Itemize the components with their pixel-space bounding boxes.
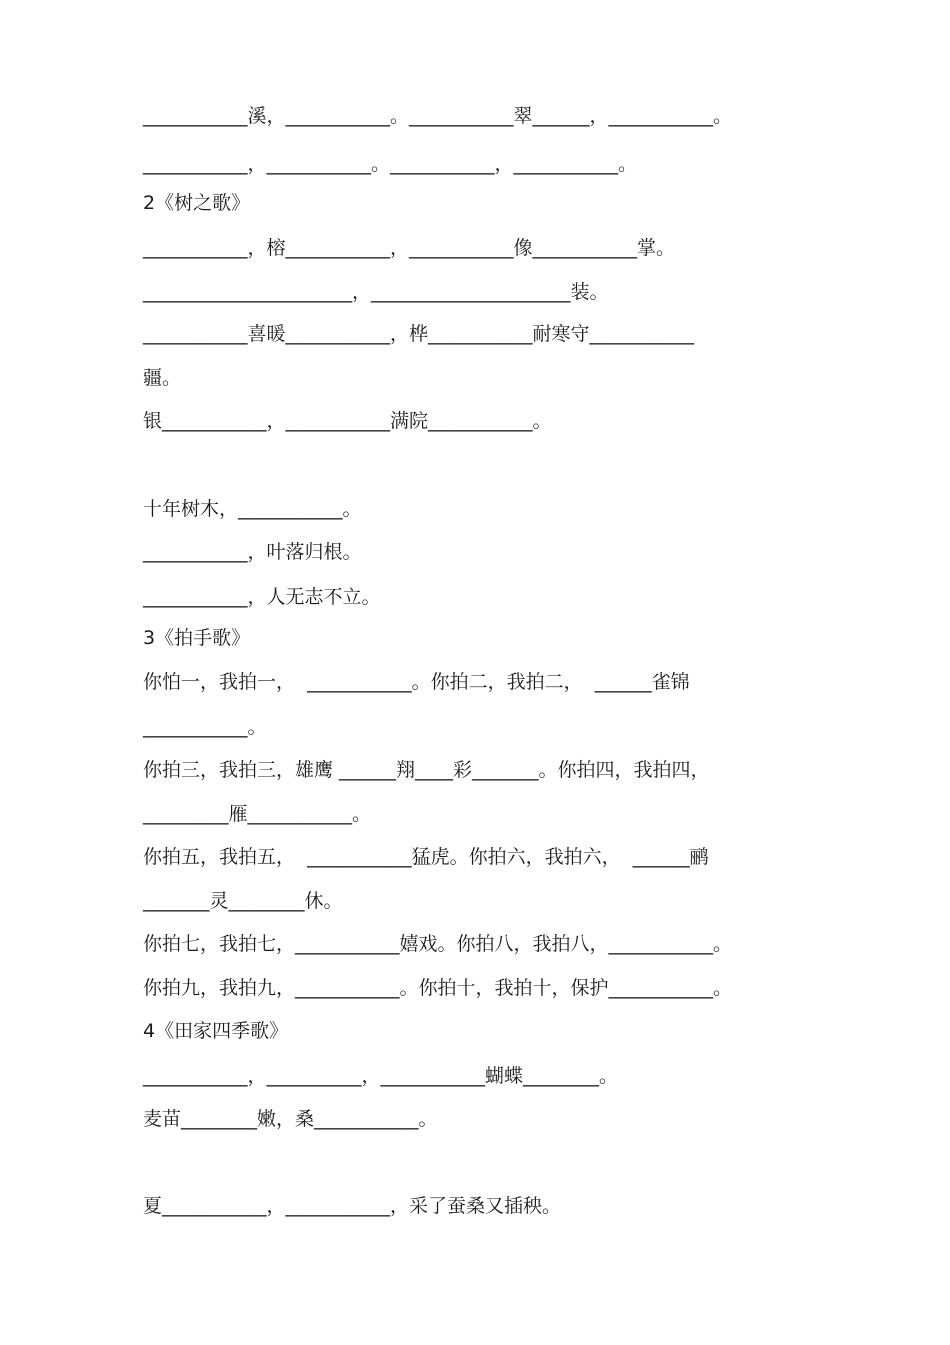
- fill-blank-line: 你拍九，我拍九，___________。你拍十，我拍十，保护___________。: [143, 977, 733, 999]
- fill-blank-line: _________雁___________。: [143, 803, 372, 825]
- fill-blank-line: ___________，人无志不立。: [143, 586, 381, 608]
- fill-blank-line: 你拍三，我拍三，雄鹰 ______翔____彩_______。你拍四，我拍四，: [143, 759, 710, 781]
- fill-blank-line: ___________，__________，___________蝴蝶________。: [143, 1065, 619, 1087]
- fill-blank-line: ___________溪，___________。___________翠______，___________。: [143, 105, 733, 127]
- fill-blank-line: ___________喜暖___________，桦___________耐寒守___________: [143, 323, 695, 345]
- fill-blank-line: ___________。: [143, 716, 267, 738]
- fill-blank-line: 你拍五，我拍五， ___________猛虎。你拍六，我拍六， ______鹂: [143, 846, 709, 868]
- section-heading: 4《田家四季歌》: [143, 1020, 289, 1042]
- fill-blank-line: _______灵________休。: [143, 890, 343, 912]
- fill-blank-line: 十年树木，___________。: [143, 498, 362, 520]
- section-heading: 3《拍手歌》: [143, 627, 251, 649]
- fill-blank-line: 银___________，___________满院___________。: [143, 410, 552, 432]
- fill-blank-line: 你怕一，我拍一， ___________。你拍二，我拍二， ______雀锦: [143, 671, 690, 693]
- fill-blank-line: ___________，叶落归根。: [143, 541, 362, 563]
- fill-blank-line: ___________，榕___________，___________像___________掌。: [143, 237, 676, 259]
- fill-blank-line: 疆。: [143, 367, 182, 389]
- fill-blank-line: 夏___________，___________，采了蚕桑又插秧。: [143, 1195, 562, 1217]
- section-heading: 2《树之歌》: [143, 192, 251, 214]
- fill-blank-line: ___________，___________。___________，___________。: [143, 153, 638, 175]
- fill-blank-line: ______________________，_____________________装。: [143, 281, 609, 303]
- fill-blank-line: 你拍七，我拍七，___________嬉戏。你拍八，我拍八，___________。: [143, 933, 733, 955]
- fill-blank-line: 麦苗________嫩，桑___________。: [143, 1108, 438, 1130]
